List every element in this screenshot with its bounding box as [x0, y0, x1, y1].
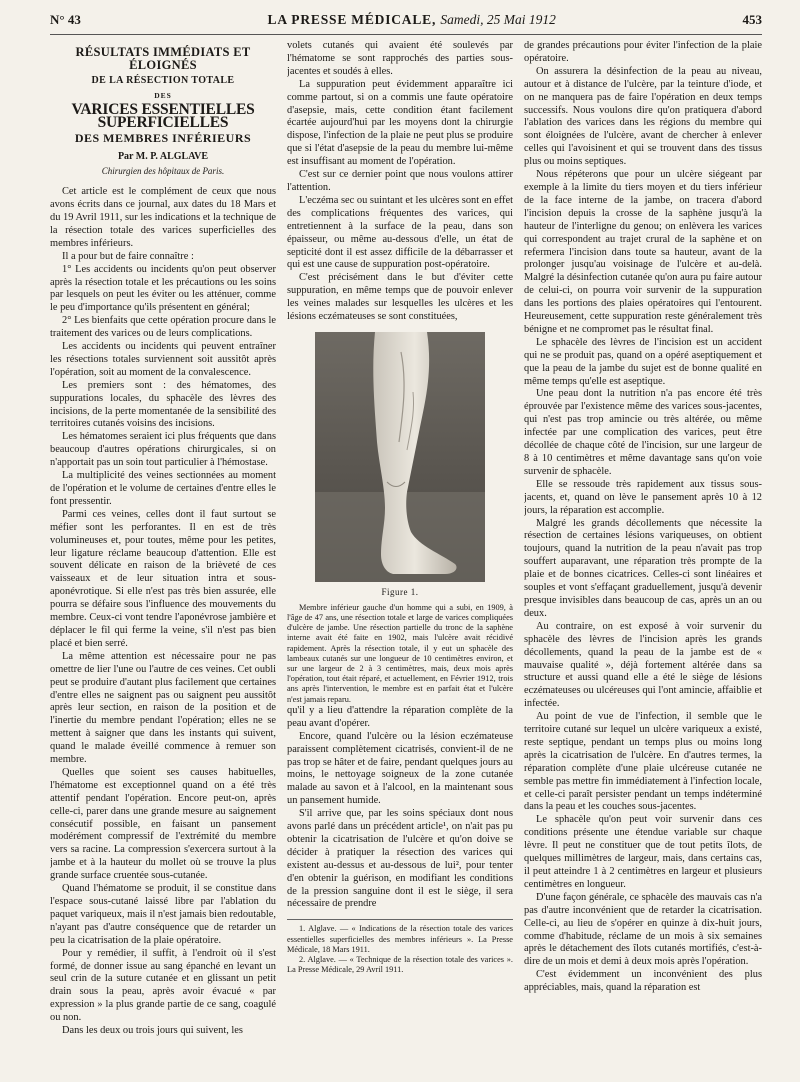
paragraph: C'est sur ce dernier point que nous voulons attirer l'attention. — [287, 169, 513, 193]
running-header — [50, 12, 762, 35]
paragraph: Cet article est le complément de ceux que nous avons écrits dans ce journal, aux dates du 18 Mars et du 19 Avril 1911, sur les indications et la technique de la résection totale des varices superficielles des membres inférieurs. — [50, 186, 276, 249]
paragraph: Le sphacèle des lèvres de l'incision est un accident qui ne se produit pas, quand on a opéré aseptiquement et que la peau de la jambe du sujet est de bonne qualité en même temps qu'elle est aseptique. — [524, 336, 762, 387]
figure-1 — [287, 332, 513, 599]
column-1 — [50, 40, 276, 1070]
paragraph: Les accidents ou incidents qui peuvent entraîner les résections totales surviennent soit aussitôt après l'opération, soit au moment de la convalescence. — [50, 341, 276, 378]
paragraph: Parmi ces veines, celles dont il faut surtout se méfier sont les perforantes. Il en est de très volumineuses et, pour toutes, même pour les petites, leur ligature réclame beaucoup d'attention. Elle est souvent délicate en raison de la brièveté de ces vaisseaux et de leur situation intra et sous-aponévrotique. Si elle n'est pas très bien assurée, elle pourra se défaire sous l'influence des mouvements du membre. Ceux-ci vont tendre l'aponévrose jambière et déplacer le fil qui ferme la veine, s'il n'est pas bien placé et bien serré. — [50, 508, 276, 649]
author: Par M. P. ALGLAVE — [117, 151, 209, 163]
title-line-5: DES MEMBRES INFÉRIEURS — [74, 131, 252, 146]
paragraph: Le sphacèle qu'on peut voir survenir dans ces conditions présente une étendue variable sur chaque lèvre. Il peut ne constituer que de tout petits îlots, de quelques millimètres de largeur, mais, dans certains cas, il peut atteindre 1 à 2 centimètres en largeur et plusieurs centimètres en longueur. — [524, 814, 762, 890]
journal-title — [268, 12, 556, 28]
paragraph: Les premiers sont : des hématomes, des suppurations locales, du sphacèle des lèvres des incisions, de la perte momentanée de la sensibilité des territoires cutanés voisins des incisions. — [50, 379, 276, 430]
paragraph: Encore, quand l'ulcère ou la lésion eczémateuse paraissent complètement cicatrisés, convient-il de ne pas trop se hâter et de faire, pendant quelques jours au moins, le nettoyage soigneux de la zone cutanée malade au savon et à l'alcool, en la maintenant sous un pansement humide. — [287, 730, 513, 807]
paragraph: La multiplicité des veines sectionnées au moment de l'opération et le volume de certaines d'entre elles le font pressentir. — [50, 470, 276, 507]
paragraph: La suppuration peut évidemment apparaître ici comme partout, si on a commis une faute opératoire d'asepsie, mais, cette condition étant facilement écartée aujourd'hui par les moyens dont la chirurgie dispose, l'infection de la plaie ne peut plus se produire que si l'état d'asepsie de la peau du membre lui-même est insuffisant au moment de l'opération. — [287, 78, 513, 168]
title-line-4: VARICES ESSENTIELLES SUPERFICIELLES — [71, 100, 255, 131]
paragraph: Il a pour but de faire connaître : — [62, 250, 194, 262]
paragraph: 1° Les accidents ou incidents qu'on peut observer après la résection totale et les précautions ou les soins par lesquels on peut les éviter ou les atténuer, comme le peu d'importance qu'ils présentent en général; — [50, 263, 276, 314]
paragraph: La même attention est nécessaire pour ne pas omettre de lier l'une ou l'autre de ces veines. Cet oubli peut se produire d'autant plus facilement que certaines d'entre elles ne saignent pas ou saignent peu aussitôt après leur section, en raison de la position et de l'inertie du membre pendant l'opération; elles ne se mettent à saigner que dans les instants qui suivent, quand le malade éveillé commence à remuer son membre. — [50, 650, 276, 766]
paragraph: Elle se ressoude très rapidement aux tissus sous-jacents, et, quand on lève le pansement après 10 à 12 jours, la réparation est accomplie. — [524, 478, 762, 516]
paragraph: de grandes précautions pour éviter l'infection de la plaie opératoire. — [524, 40, 762, 64]
paragraph: Au point de vue de l'infection, il semble que le territoire cutané sur lequel un ulcère variqueux a existé, reste septique, pendant un temps plus ou moins long après la cicatrisation de l'ulcère. En d'autres termes, la réparation complète d'une plaie ulcéreuse cutanée ne semble pas mettre fin immédiatement à l'infection locale, et celle-ci paraît persister pendant un temps indéterminé dans la peau et les couches sous-jacentes. — [524, 711, 762, 813]
issue-date: Samedi, 25 Mai 1912 — [440, 12, 556, 27]
article-heading — [50, 46, 276, 178]
affiliation: Chirurgien des hôpitaux de Paris. — [101, 166, 225, 177]
paragraph: qu'il y a lieu d'attendre la réparation complète de la peau avant d'opérer. — [287, 704, 513, 729]
title-line-2: DE LA RÉSECTION TOTALE — [91, 74, 235, 86]
paragraph: Quelles que soient ses causes habituelles, l'hématome est exceptionnel quand on a été très attentif pendant l'opération. Encore peut-on, après celle-ci, parer dans une grande mesure au saignement consécutif possible, en faisant un pansement modérément compressif de l'extrémité du membre vers sa racine. La compression s'exercera surtout à la jambe et à la hauteur du mollet où se trouve la plus grande surface cruentée sous-cutanée. — [50, 766, 276, 882]
footnote: 1. Alglave. — « Indications de la résection totale des varices essentielles superficielles des membres inférieurs ». La Presse Médicale, 18 Mars 1911. — [287, 924, 513, 954]
column-2 — [287, 40, 513, 1070]
paragraph: Au contraire, on est exposé à voir survenir du sphacèle des lèvres de l'incision après les grands décollements, quand la peau de la jambe est de « mauvaise qualité », déjà fortement altérée dans sa structure et aussi quand elle a été le siège de lésions eczémateuses ou ulcéreuses qui l'ont amincie, affaiblie et infectée. — [524, 620, 762, 710]
paragraph: Les hématomes seraient ici plus fréquents que dans beaucoup d'autres opérations chirurgicales, si on n'apportait pas un soin tout particulier à l'hémostase. — [50, 431, 276, 469]
paragraph: Dans les deux ou trois jours qui suivent, les — [62, 1025, 243, 1037]
paragraph: C'est évidemment un inconvénient des plus appréciables, mais, quand la réparation est — [524, 969, 762, 994]
title-line-1: RÉSULTATS IMMÉDIATS ET ÉLOIGNÉS — [75, 45, 251, 72]
paragraph: Quand l'hématome se produit, il se constitue dans l'espace sous-cutané laissé libre par l'ablation du paquet variqueux, mais il n'est jamais bien redoutable, n'ayant pas d'autre conséquence que de retarder un peu la cicatrisation de la plaie opératoire. — [50, 883, 276, 946]
footnote: 2. Alglave. — « Technique de la résection totale des varices ». La Presse Médicale, 29 Avril 1911. — [287, 954, 513, 975]
paragraph: L'eczéma sec ou suintant et les ulcères sont en effet des complications fréquentes des varices, qui entretiennent à la surface de la peau, dans son épaisseur, ou même au-dessous d'elle, un état de septicité dont il est assez difficile de la débarrasser et qui est une cause de suppuration post-opératoire. — [287, 194, 513, 271]
journal-name: LA PRESSE MÉDICALE, — [267, 12, 437, 27]
paragraph: On assurera la désinfection de la peau au niveau, autour et à distance de l'ulcère, par la teinture d'iode, et on ne manquera pas de faire l'opération en deux temps successifs. Nous voulons dire qu'on pratiquera d'abord l'ablation des varices dans les régions du membre qui sont éloignées de l'ulcère, avant de chercher à enlever celles qui l'avoisinent et qui se trouvent dans des tissus plus ou moins septiques. — [524, 65, 762, 168]
title-line-3: DES — [154, 90, 172, 100]
paragraph: D'une façon générale, ce sphacèle des mauvais cas n'a pas d'autre inconvénient que de retarder la cicatrisation. Celle-ci, au lieu de s'opérer en quinze à dix-huit jours, comme d'habitude, réclame de un mois à six semaines après le détachement des îlots cutanés mortifiés, c'est-à-dire de un mois et demi à deux mois après l'opération. — [524, 891, 762, 968]
footnotes — [287, 919, 513, 975]
paragraph: Malgré les grands décollements que nécessite la résection de certaines lésions variqueuses, on obtient toujours, quand la nutrition de la peau n'avait pas trop souffert auparavant, une réparation très prompte de la plaie et de bonnes cicatrices. Celles-ci sont linéaires et souples et vont s'effaçant graduellement, jusqu'à devenir presque invisibles dans beaucoup de cas, après un an ou deux. — [524, 517, 762, 619]
paragraph: S'il arrive que, par les soins spéciaux dont nous avons parlé dans un précédent article¹, on n'ait pas pu obtenir la cicatrisation de l'ulcère et qu'on doive se décider à pratiquer la résection des varices qui existent au-dessus et au-dessous de lui², pour tenter d'en obtenir la guérison, en modifiant les conditions de la pression sanguine dont il est le siège, il sera nécessaire de prendre — [287, 808, 513, 910]
issue-number: N° 43 — [50, 12, 81, 27]
paragraph: C'est précisément dans le but d'éviter cette suppuration, en même temps que de pouvoir enlever les veines malades sur lesquelles les ulcères et les lésions eczémateuses se sont constituées, — [287, 272, 513, 323]
paragraph: volets cutanés qui avaient été soulevés par l'hématome se sont rapprochés des parties sous-jacentes et soudés à elles. — [287, 40, 513, 77]
figure-caption: Membre inférieur gauche d'un homme qui a subi, en 1909, à l'âge de 47 ans, une résection totale et large de varices compliquées d'ulcère de jambe. Une résection partielle du tronc de la saphène interne avait été faite en 1902, mais l'ulcère avait récidivé rapidement. Après la résection totale, il y eut un sphacèle des lambeaux cutanés sur une longueur de 10 centimètres environ, et sur une largeur de 2 à 3 centimètres, mais, deux mois après l'opération, tout était réparé, et actuellement, en Février 1912, trois ans après l'intervention, le membre est en parfait état et l'ulcère n'est jamais reparu. — [287, 602, 513, 704]
paragraph: 2° Les bienfaits que cette opération procure dans le traitement des varices ou de leurs complications. — [50, 315, 276, 340]
columns — [50, 40, 762, 1070]
paragraph: Pour y remédier, il suffit, à l'endroit où il s'est formé, de donner issue au sang épanché en levant un seul crin de la suture cutanée et en glissant un petit drain sous la peau, après avoir évacué « par expression » la plus grande partie de ce sang, coagulé ou non. — [50, 947, 276, 1024]
column-3 — [524, 40, 762, 1070]
page-number: 453 — [742, 12, 762, 27]
paragraph: Nous répéterons que pour un ulcère siégeant par exemple à la limite du tiers moyen et du tiers inférieur de la face interne de la jambe, on tracera d'abord l'incision depuis la crosse de la saphène jusqu'à la hauteur de l'interligne du genou; on enlèvera les varices qui correspondent au trajet crural de la saphène et on refermera l'incision dans toute sa hauteur, avant de la prolonger jusqu'au voisinage de l'ulcère et au-delà. Malgré la désinfection cutanée qu'on aura pu faire autour de celui-ci, on pourra voir survenir de la suppuration dans les portions des plaies opératoires qui l'entourent. Heureusement, cette suppuration reste généralement très bénigne et ne compromet pas le résultat final. — [524, 169, 762, 335]
leg-photograph — [315, 332, 485, 582]
paragraph: Une peau dont la nutrition n'a pas encore été très éprouvée par l'existence même des varices sous-jacentes, qui n'est pas trop amincie ou très altérée, ou même infectée par une complication des varices, peut être décollée de chaque côté de l'incision, sur une largeur de 8 à 10 centimètres et même davantage sans qu'on voie survenir de sphacèle. — [524, 388, 762, 477]
figure-label: Figure 1. — [381, 586, 419, 597]
